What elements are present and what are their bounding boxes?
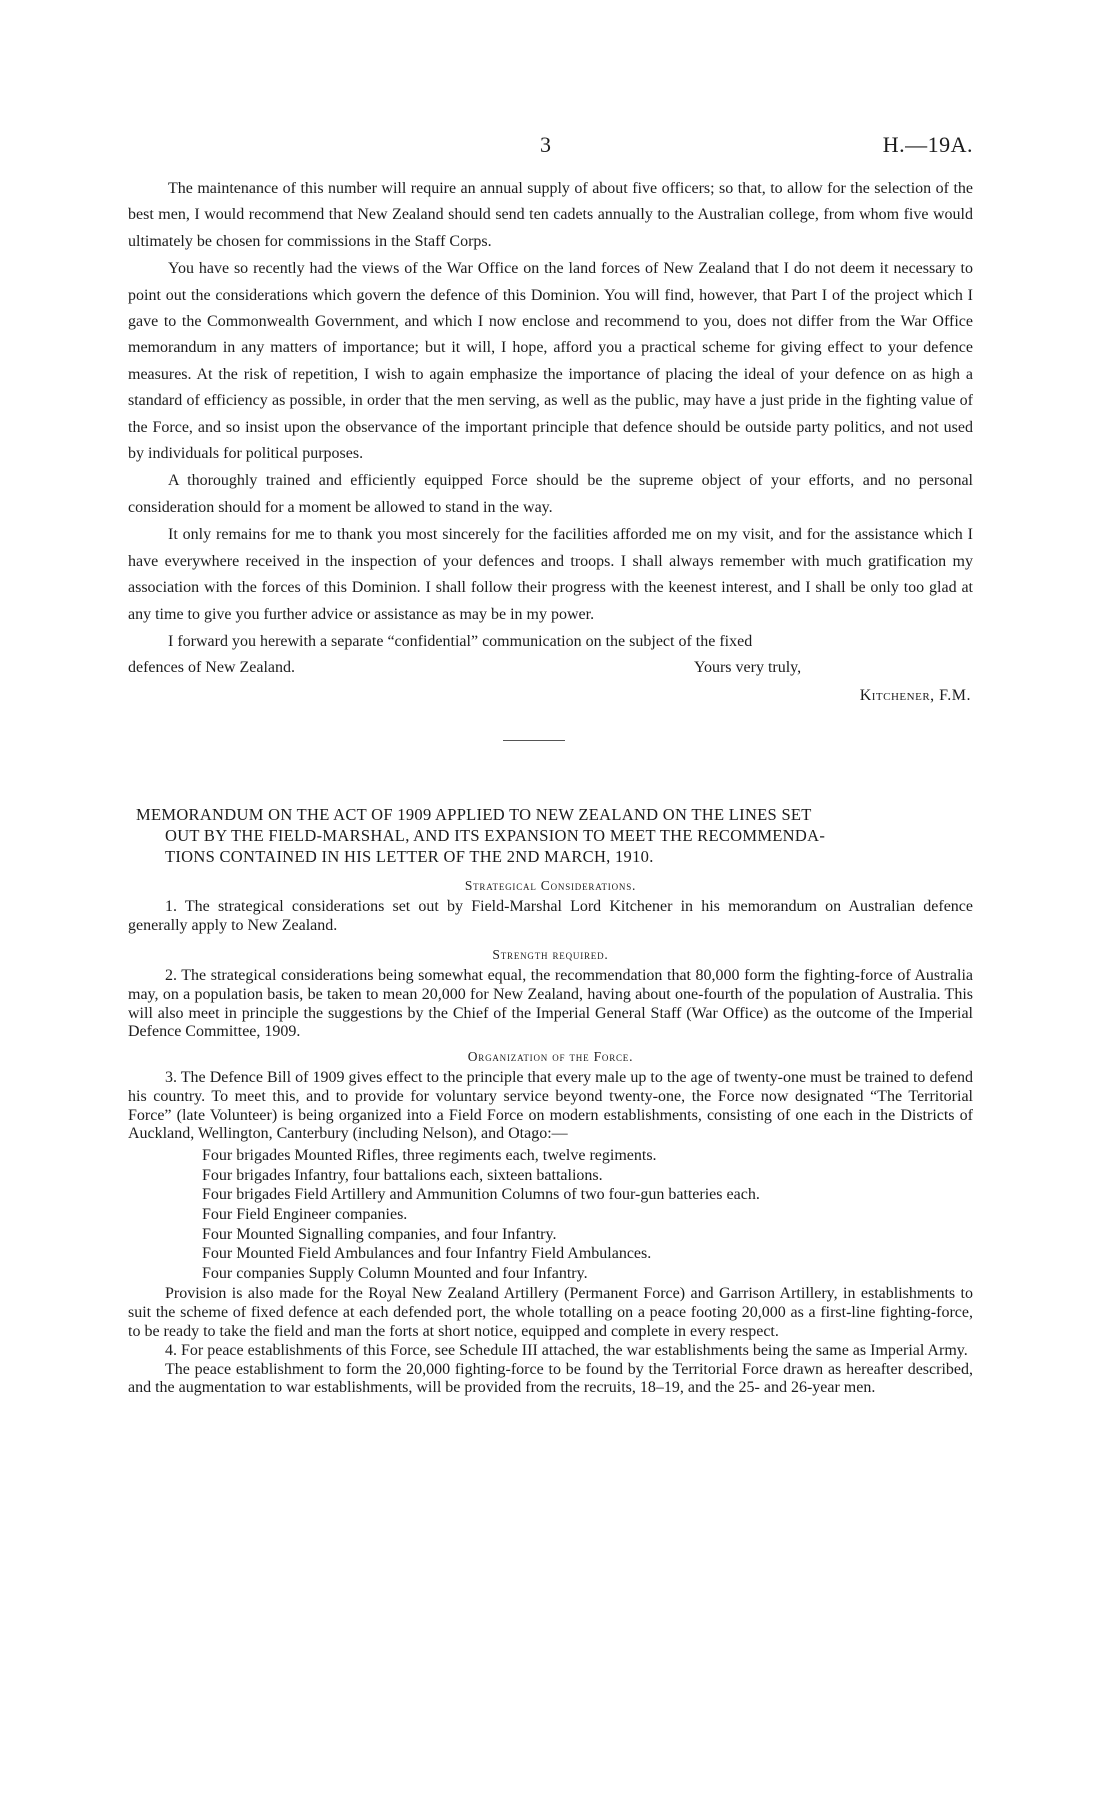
letter-paragraph: The maintenance of this number will require an annual supply of about five officers; so that, to allow for the selection of the best men, I would recommend that New Zealand should send ten cadets annually to the Australian college, from whom five would ultimately be chosen for commissions in the Staff Corps.	[128, 180, 973, 250]
list-item: Four Mounted Signalling companies, and four Infantry.	[202, 1225, 557, 1243]
list-item: Four Field Engineer companies.	[202, 1206, 408, 1224]
valediction: Yours very truly,	[694, 659, 802, 677]
letter-paragraph: You have so recently had the views of the War Office on the land forces of New Zealand that I do not deem it necessary to point out the considerations which govern the defence of this Dominion. You will find, however, that Part I of the project which I gave to the Commonwealth Government, and which I now enclose and recommend to you, does not differ from the War Office memorandum in any matters of importance; but it will, I hope, afford you a practical scheme for giving effect to your defence measures. At the risk of repetition, I wish to again emphasize the importance of placing the ideal of your defence on as high a standard of efficiency as possible, in order that the men serving, as well as the public, may have a just pride in the fighting value of the Force, and so insist upon the observance of the important principle that defence should be outside party politics, and not used by individuals for political purposes.	[128, 260, 973, 463]
signature: Kitchener, F.M.	[859, 687, 971, 705]
memo-paragraph: 4. For peace establishments of this Force, see Schedule III attached, the war establishments being the same as Imperial Army.	[165, 1341, 968, 1359]
force-composition-list	[128, 1146, 973, 1283]
page-header	[128, 132, 973, 162]
letter-paragraph: It only remains for me to thank you most sincerely for the facilities afforded me on my visit, and for the assistance which I have everywhere received in the inspection of your defences and troops. I shall always remember with much gratification my association with the forces of this Dominion. I shall follow their progress with the keenest interest, and I shall be only too glad at any time to give you further advice or assistance as may be in my power.	[128, 526, 973, 623]
section-heading-strength: Strength required.	[492, 946, 609, 962]
list-item: Four brigades Infantry, four battalions each, sixteen battalions.	[202, 1166, 603, 1184]
memo-paragraph: Provision is also made for the Royal New Zealand Artillery (Permanent Force) and Garrison Artillery, in establishments to suit the scheme of fixed defence at each defended port, the whole totalling on a peace footing 20,000 as a first-line fighting-force, to be ready to take the field and man the forts at short notice, equipped and complete in every respect.	[128, 1285, 973, 1341]
closing-text: defences of New Zealand.	[128, 659, 296, 677]
letter-paragraph: A thoroughly trained and efficiently equipped Force should be the supreme object of your efforts, and no personal consideration should for a moment be allowed to stand in the way.	[128, 472, 973, 516]
page-number: 3	[540, 132, 551, 157]
letter-body	[128, 176, 973, 709]
list-item: Four companies Supply Column Mounted and four Infantry.	[202, 1264, 588, 1282]
section-heading-strategical: Strategical Considerations.	[464, 878, 637, 894]
memo-paragraph: 2. The strategical considerations being somewhat equal, the recommendation that 80,000 form the fighting-force of Australia may, on a population basis, be taken to mean 20,000 for New Zealand, having about one-fourth of the population of Australia. This will also meet in principle the suggestions by the Chief of the Imperial General Staff (War Office) as the outcome of the Imperial Defence Committee, 1909.	[128, 966, 973, 1041]
memorandum-title	[128, 804, 973, 867]
list-item: Four brigades Field Artillery and Ammunition Columns of two four-gun batteries each.	[202, 1186, 760, 1204]
title-line: MEMORANDUM ON THE ACT OF 1909 APPLIED TO NEW ZEALAND ON THE LINES SET	[136, 805, 812, 825]
title-line: TIONS CONTAINED IN HIS LETTER OF THE 2ND MARCH, 1910.	[165, 847, 654, 867]
letter-closing	[128, 655, 973, 681]
document-page	[128, 132, 973, 1398]
letter-paragraph: I forward you herewith a separate “confidential” communication on the subject of the fixed	[168, 632, 753, 650]
list-item: Four Mounted Field Ambulances and four Infantry Field Ambulances.	[202, 1245, 652, 1263]
list-item: Four brigades Mounted Rifles, three regiments each, twelve regiments.	[202, 1147, 657, 1165]
memo-paragraph: 3. The Defence Bill of 1909 gives effect to the principle that every male up to the age of twenty-one must be trained to defend his country. To meet this, and to provide for voluntary service beyond twenty-one, the Force now designated “The Territorial Force” (late Volunteer) is being organized into a Field Force on modern establishments, consisting of one each in the Districts of Auckland, Wellington, Canterbury (including Nelson), and Otago:—	[128, 1069, 973, 1143]
section-heading-organization: Organization of the Force.	[467, 1049, 634, 1065]
memo-paragraph: The peace establishment to form the 20,000 fighting-force to be found by the Territorial Force drawn as hereafter described, and the augmentation to war establishments, will be provided from the recruits, 18–19, and the 25- and 26-year men.	[128, 1360, 973, 1397]
section-divider	[503, 740, 565, 741]
title-line: OUT BY THE FIELD-MARSHAL, AND ITS EXPANSION TO MEET THE RECOMMENDA-	[165, 826, 826, 846]
memo-paragraph: 1. The strategical considerations set out by Field-Marshal Lord Kitchener in his memorandum on Australian defence generally apply to New Zealand.	[128, 898, 973, 935]
document-reference: H.—19A.	[882, 132, 973, 157]
